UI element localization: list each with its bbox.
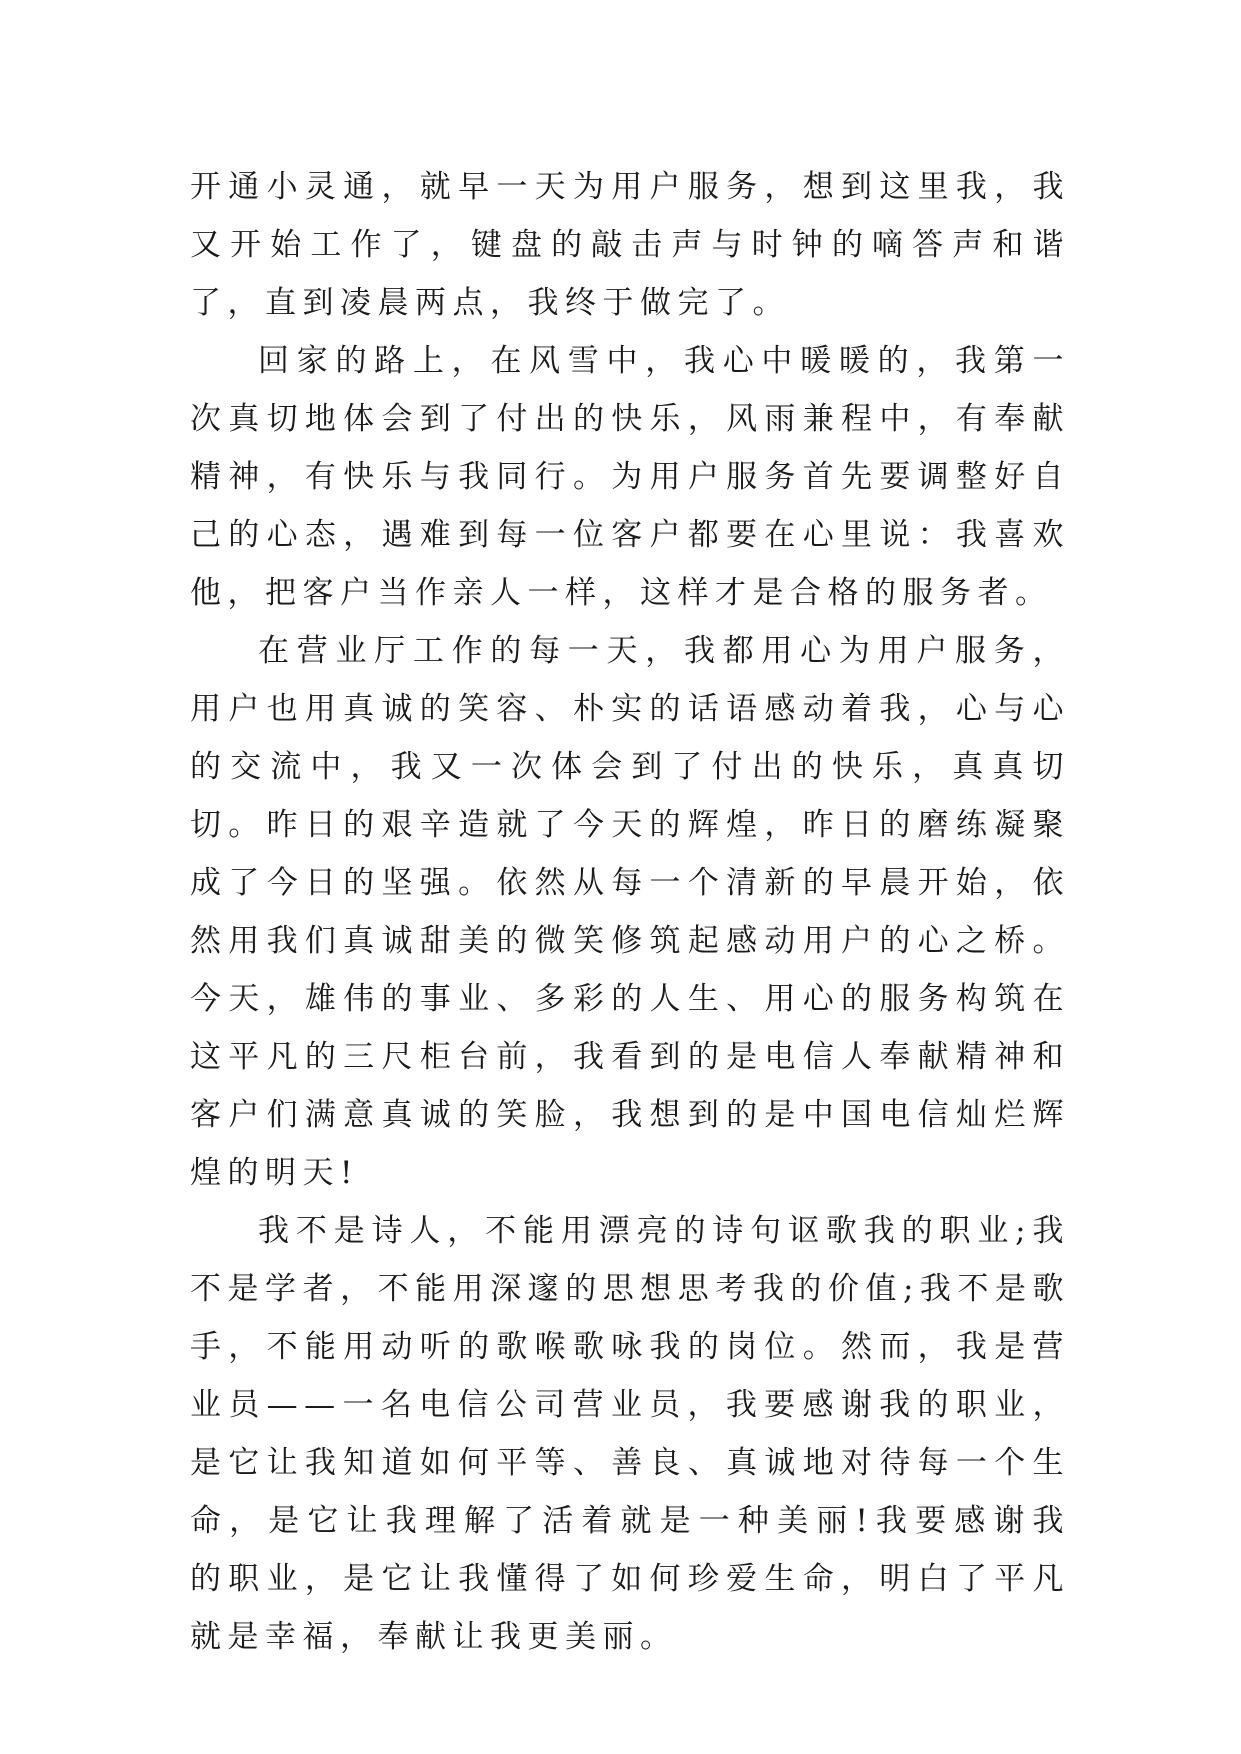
paragraph-2: 回家的路上，在风雪中，我心中暖暖的，我第一次真切地体会到了付出的快乐，风雨兼程中，有奉献精神，有快乐与我同行。为用户服务首先要调整好自己的心态，遇难到每一位客户都要在心里说：我喜欢他，把客户当作亲人一样，这样才是合格的服务者。 <box>190 343 1070 611</box>
document-body <box>190 158 1070 1666</box>
paragraph-1: 开通小灵通，就早一天为用户服务，想到这里我，我又开始工作了，键盘的敲击声与时钟的嘀答声和谐了，直到凌晨两点，我终于做完了。 <box>190 169 1070 321</box>
paragraph-3: 在营业厅工作的每一天，我都用心为用户服务，用户也用真诚的笑容、朴实的话语感动着我，心与心的交流中，我又一次体会到了付出的快乐，真真切切。昨日的艰辛造就了今天的辉煌，昨日的磨练凝聚成了今日的坚强。依然从每一个清新的早晨开始，依然用我们真诚甜美的微笑修筑起感动用户的心之桥。今天，雄伟的事业、多彩的人生、用心的服务构筑在这平凡的三尺柜台前，我看到的是电信人奉献精神和客户们满意真诚的笑脸，我想到的是中国电信灿烂辉煌的明天! <box>190 633 1070 1191</box>
paragraph-4: 我不是诗人，不能用漂亮的诗句讴歌我的职业;我不是学者，不能用深邃的思想思考我的价值;我不是歌手，不能用动听的歌喉歌咏我的岗位。然而，我是营业员——一名电信公司营业员，我要感谢我的职业，是它让我知道如何平等、善良、真诚地对待每一个生命，是它让我理解了活着就是一种美丽!我要感谢我的职业，是它让我懂得了如何珍爱生命，明白了平凡就是幸福，奉献让我更美丽。 <box>190 1213 1070 1655</box>
